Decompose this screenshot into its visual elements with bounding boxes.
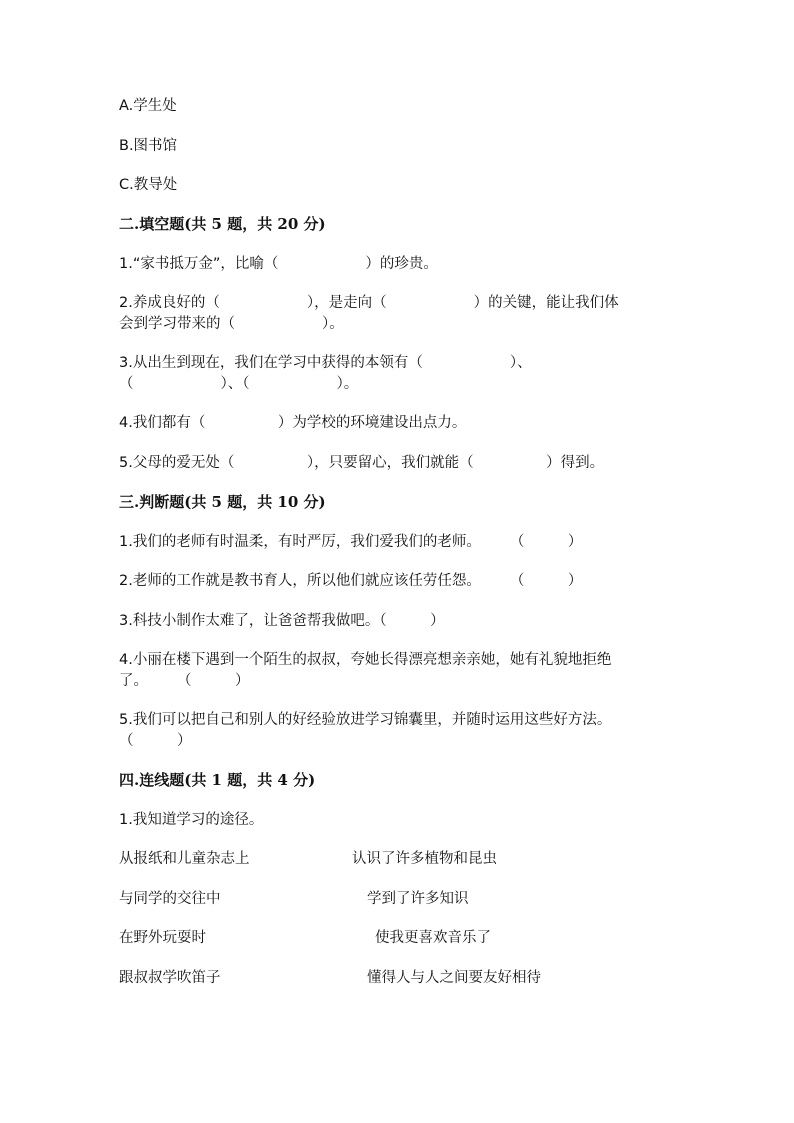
matching-right-item-1: 认识了许多植物和昆虫	[352, 851, 497, 867]
fill-blank-q2-line1: 2.养成良好的（ ），是走向（ ）的关键，能让我们体	[119, 295, 619, 311]
fill-blank-q3-line1: 3.从出生到现在，我们在学习中获得的本领有（ ）、	[119, 355, 532, 371]
true-false-q4-line2: 了。 （ ）	[119, 673, 250, 689]
true-false-q5-line2: （ ）	[119, 733, 192, 749]
true-false-q3: 3.科技小制作太难了，让爸爸帮我做吧。（ ）	[119, 613, 445, 629]
choice-a: A.学生处	[119, 98, 177, 114]
section-heading-true-false: 三.判断题(共 5 题，共 10 分)	[119, 493, 326, 511]
fill-blank-q1: 1.“家书抵万金”，比喻（ ）的珍贵。	[119, 256, 438, 272]
fill-blank-q4: 4.我们都有（ ）为学校的环境建设出点力。	[119, 415, 467, 431]
matching-left-item-2: 与同学的交往中	[119, 891, 221, 907]
choice-b: B.图书馆	[119, 138, 178, 154]
fill-blank-q3-line2: （ ）、（ ）。	[119, 376, 359, 392]
true-false-q1: 1.我们的老师有时温柔，有时严厉，我们爱我们的老师。 （ ）	[119, 534, 583, 550]
matching-left-item-4: 跟叔叔学吹笛子	[119, 970, 221, 986]
true-false-q2: 2.老师的工作就是教书育人，所以他们就应该任劳任怨。 （ ）	[119, 573, 583, 589]
fill-blank-q2-line2: 会到学习带来的（ ）。	[119, 316, 344, 332]
matching-left-item-3: 在野外玩耍时	[119, 930, 206, 946]
matching-left-item-1: 从报纸和儿童杂志上	[119, 851, 250, 867]
matching-right-item-4: 懂得人与人之间要友好相待	[367, 970, 541, 986]
matching-q1: 1.我知道学习的途径。	[119, 812, 264, 828]
section-heading-fill-blank: 二.填空题(共 5 题，共 20 分)	[119, 215, 326, 233]
matching-right-item-3: 使我更喜欢音乐了	[375, 930, 491, 946]
matching-right-item-2: 学到了许多知识	[367, 891, 469, 907]
fill-blank-q5: 5.父母的爱无处（ ），只要留心，我们就能（ ）得到。	[119, 455, 605, 471]
choice-c: C.教导处	[119, 177, 178, 193]
true-false-q4-line1: 4.小丽在楼下遇到一个陌生的叔叔，夸她长得漂亮想亲亲她，她有礼貌地拒绝	[119, 652, 612, 668]
true-false-q5-line1: 5.我们可以把自己和别人的好经验放进学习锦囊里，并随时运用这些好方法。	[119, 712, 612, 728]
section-heading-matching: 四.连线题(共 1 题，共 4 分)	[119, 771, 316, 789]
